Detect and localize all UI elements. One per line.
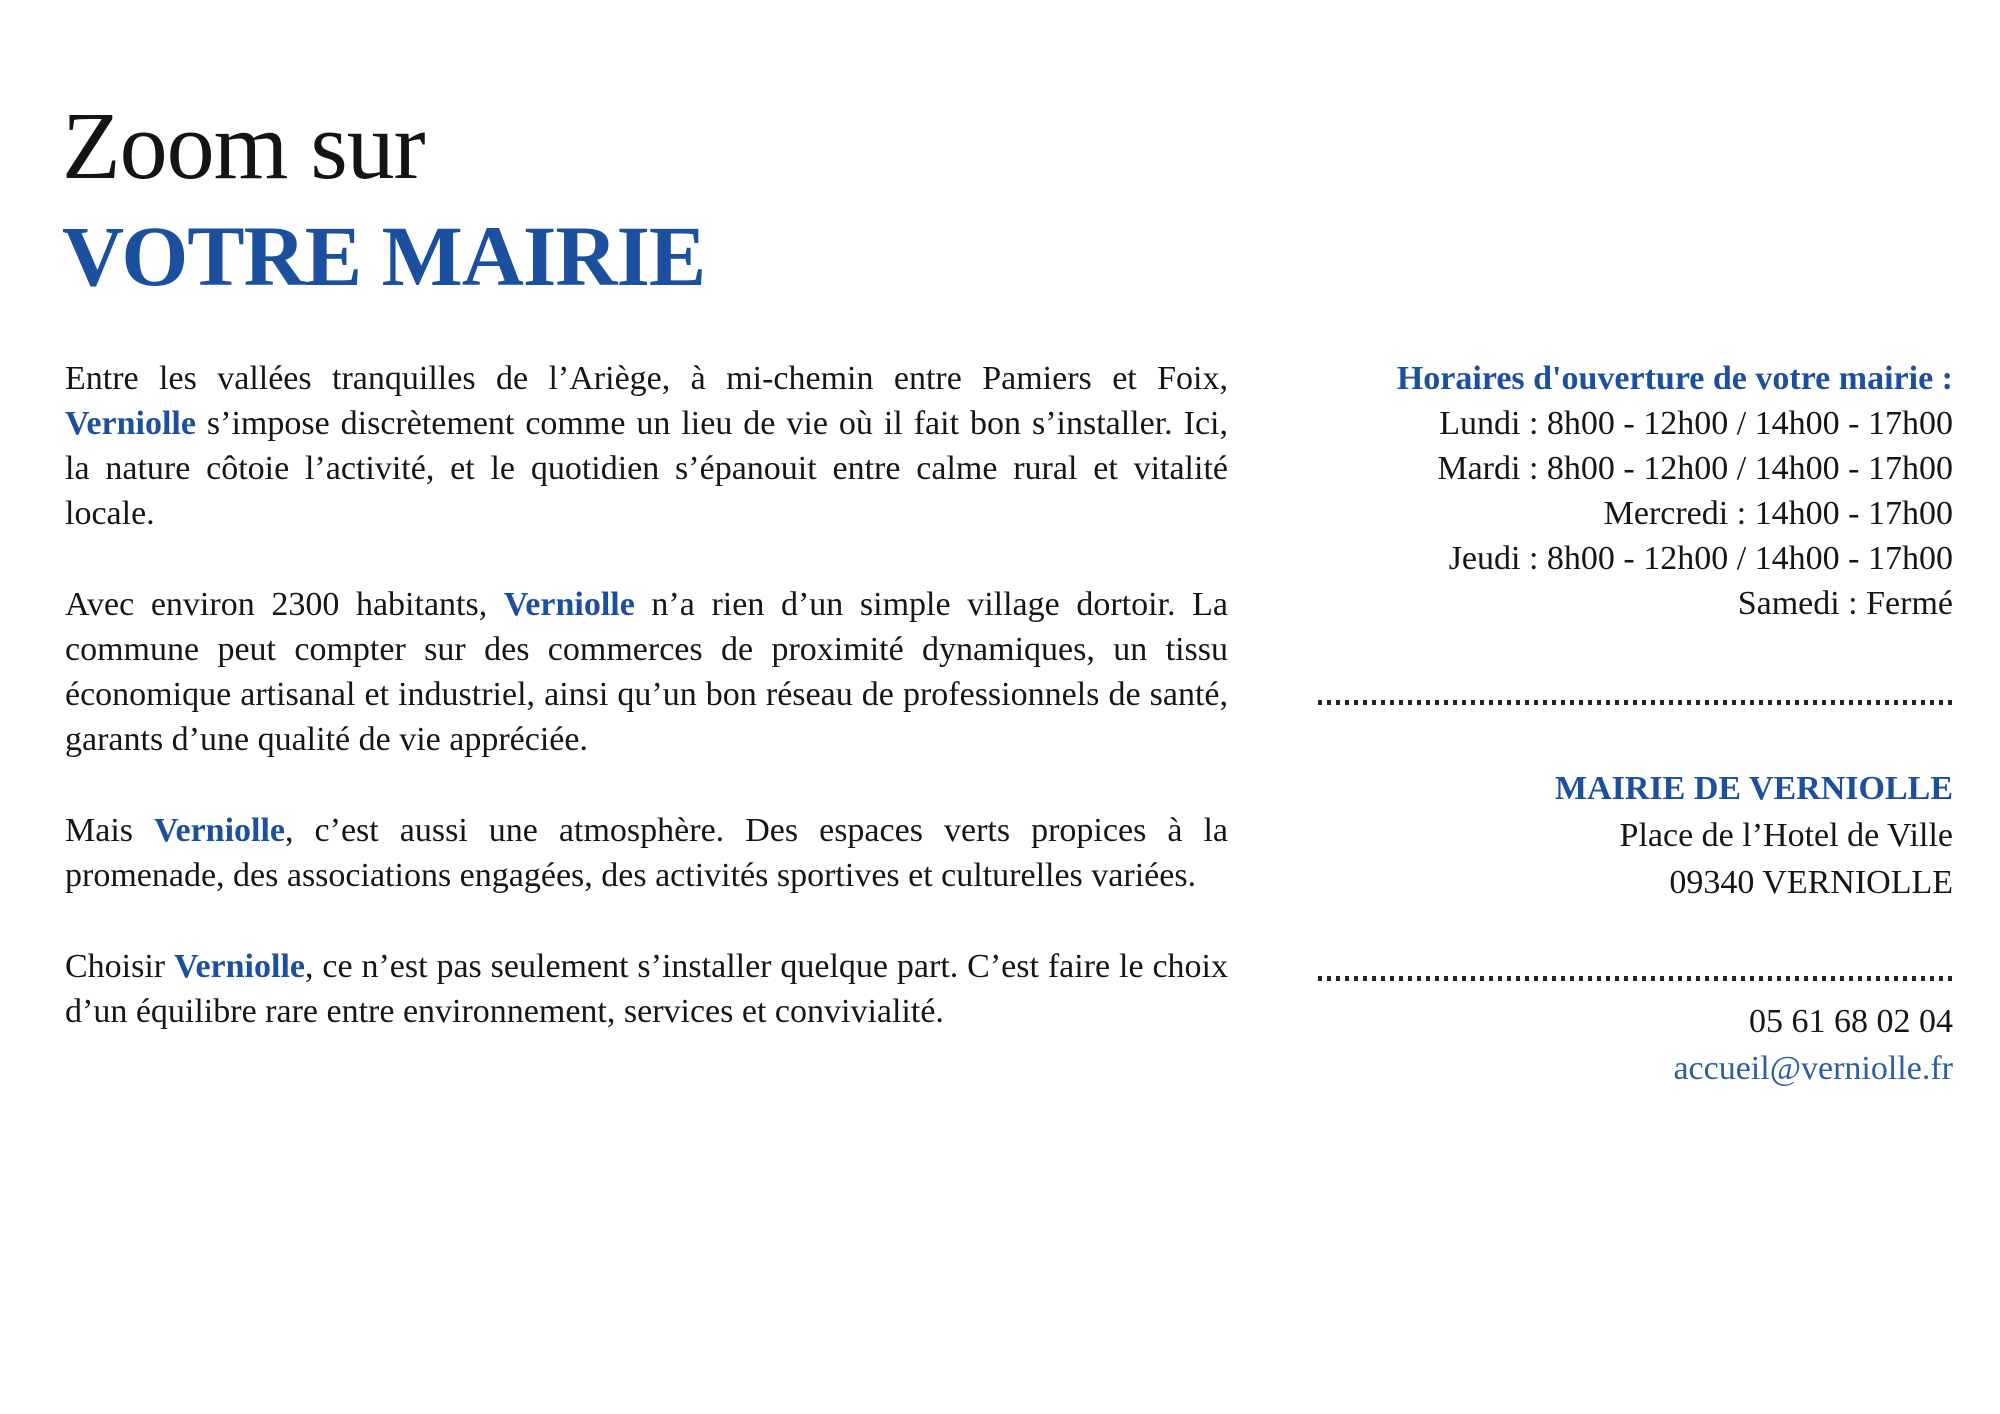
accent-town-name: Verniolle <box>503 586 635 623</box>
accent-town-name: Verniolle <box>65 405 196 442</box>
opening-hours-saturday: Samedi : Fermé <box>1737 585 1953 622</box>
address-city: 09340 VERNIOLLE <box>1669 864 1953 901</box>
page-header <box>62 92 706 304</box>
contact-block <box>1318 998 1953 1092</box>
page-title: VOTRE MAIRIE <box>62 207 706 304</box>
town-hall-name: MAIRIE DE VERNIOLLE <box>1554 770 1953 807</box>
paragraph-text: , c’est aussi une atmosphère. Des espaces verts propices à la promenade, des associations engagées, des activités sportives et culturelles variées. <box>65 812 1229 894</box>
paragraph-text: n’a rien d’un simple village dortoir. La commune peut compter sur des commerces de proximité dynamiques, un tissu économique artisanal et industriel, ainsi qu’un bon réseau de professionnels de santé, garants d’une qualité de vie appréciée. <box>65 586 1228 758</box>
dotted-divider <box>1318 976 1953 981</box>
info-sidebar <box>1318 356 1953 1092</box>
paragraph-text: Entre les vallées tranquilles de l’Ariège, à mi-chemin entre Pamiers et Foix, <box>65 360 1228 397</box>
paragraph-text: Choisir <box>65 948 175 985</box>
paragraph-text: , ce n’est pas seulement s’installer quelque part. C’est faire le choix d’un équilibre rare entre environnement, services et convivialité. <box>65 948 1228 1030</box>
opening-hours-monday: Lundi : 8h00 - 12h00 / 14h00 - 17h00 <box>1439 405 1953 442</box>
article-column <box>65 356 1228 1080</box>
opening-hours-thursday: Jeudi : 8h00 - 12h00 / 14h00 - 17h00 <box>1448 540 1953 577</box>
town-hall-address <box>1318 765 1953 906</box>
paragraph-text: Avec environ 2300 habitants, <box>65 586 504 623</box>
dotted-divider <box>1318 700 1953 705</box>
paragraph-text: Mais <box>65 812 155 849</box>
opening-hours-tuesday: Mardi : 8h00 - 12h00 / 14h00 - 17h00 <box>1437 450 1953 487</box>
page-supertitle: Zoom sur <box>62 92 425 199</box>
accent-town-name: Verniolle <box>174 948 305 985</box>
body-paragraph <box>65 356 1228 536</box>
opening-hours-heading: Horaires d'ouverture de votre mairie : <box>1396 360 1953 397</box>
body-paragraph <box>65 944 1228 1034</box>
body-paragraph <box>65 582 1228 762</box>
paragraph-text: s’impose discrètement comme un lieu de vie où il fait bon s’installer. Ici, la nature côtoie l’activité, et le quotidien s’épanouit entre calme rural et vitalité locale. <box>65 405 1228 532</box>
accent-town-name: Verniolle <box>154 812 285 849</box>
body-paragraph <box>65 808 1228 898</box>
email-link[interactable]: accueil@verniolle.fr <box>1673 1050 1953 1087</box>
phone-number: 05 61 68 02 04 <box>1749 1003 1953 1040</box>
opening-hours-wednesday: Mercredi : 14h00 - 17h00 <box>1603 495 1953 532</box>
address-street: Place de l’Hotel de Ville <box>1619 817 1953 854</box>
